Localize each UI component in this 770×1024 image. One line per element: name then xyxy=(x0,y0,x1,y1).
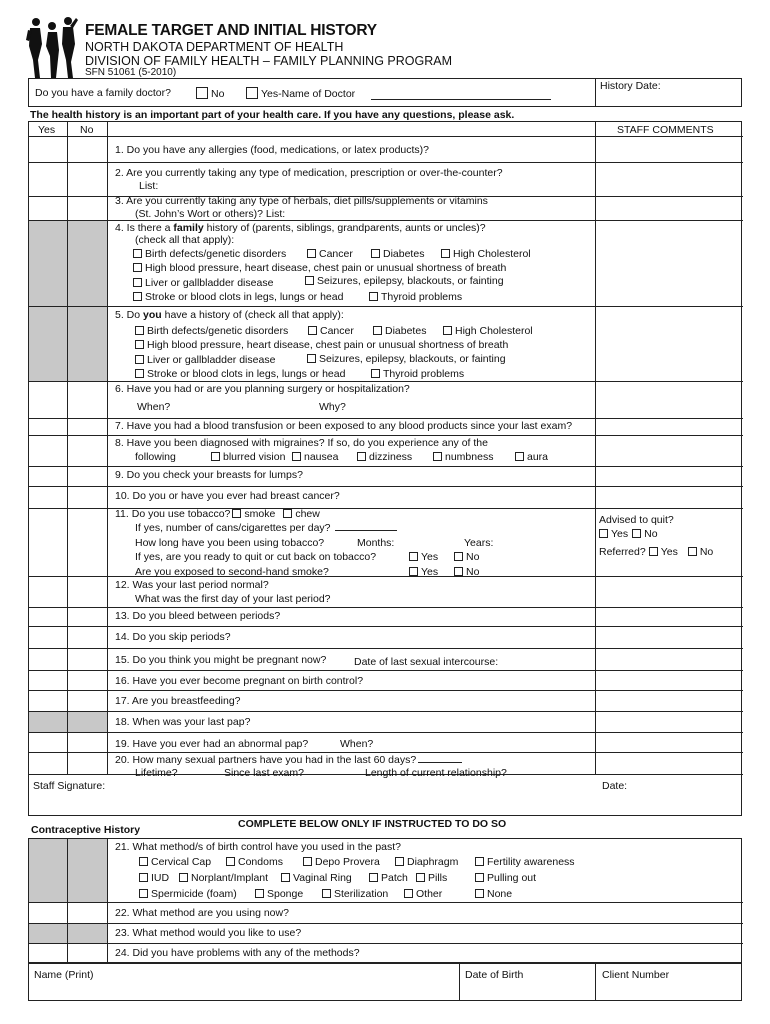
q5-checkbox[interactable] xyxy=(135,340,144,349)
q5-checkbox[interactable] xyxy=(373,326,382,335)
question-20-lifetime: Lifetime? xyxy=(135,767,178,779)
method-checkbox[interactable] xyxy=(416,873,425,882)
method-checkbox[interactable] xyxy=(369,873,378,882)
q5-checkbox[interactable] xyxy=(135,355,144,364)
method-checkbox[interactable] xyxy=(404,889,413,898)
question-13: 13. Do you bleed between periods? xyxy=(115,610,281,622)
method-checkbox[interactable] xyxy=(475,857,484,866)
question-7: 7. Have you had a blood transfusion or been exposed to any blood products since your last exam? xyxy=(115,420,573,432)
secondhand-yes-checkbox[interactable] xyxy=(409,567,418,576)
method-checkbox[interactable] xyxy=(139,873,148,882)
doctor-name-field[interactable] xyxy=(371,99,551,100)
yes-column-header: Yes xyxy=(38,124,56,136)
quit-yes-checkbox[interactable] xyxy=(409,552,418,561)
referred-label: Referred? xyxy=(599,546,646,558)
q8-checkbox[interactable] xyxy=(211,452,220,461)
question-12: 12. Was your last period normal? xyxy=(115,579,269,591)
date-label: Date: xyxy=(602,780,628,792)
division: DIVISION OF FAMILY HEALTH – FAMILY PLANNING PROGRAM xyxy=(85,54,452,68)
question-14: 14. Do you skip periods? xyxy=(115,631,231,643)
question-19-when: When? xyxy=(340,738,374,750)
q4-checkbox[interactable] xyxy=(441,249,450,258)
q8-checkbox[interactable] xyxy=(433,452,442,461)
q5-checkbox[interactable] xyxy=(308,326,317,335)
q4-checkbox[interactable] xyxy=(133,292,142,301)
q5-checkbox[interactable] xyxy=(371,369,380,378)
question-11-secondhand: Are you exposed to second-hand smoke? xyxy=(135,566,329,578)
health-history-table: Yes No STAFF COMMENTS 1. Do you have any allergies (food, medications, or latex products)? 2. Are you currently taking any type of medication, prescription or over-the-counter? List: 3. Are you currently taking any type of herbals, diet pills/supplements or vitamins (St. John’s Wort or others)? List: 4. Is there a family history of (parents, siblings, grandparents, aunts or uncles)? (check all that apply): Birth defects/genetic disorders Cancer Diabetes High Cholesterol High blood pressure, heart disease, chest pain or unusual shortness of breath Liver or gallbladder disease Seizures, epilepsy, blackouts, or fainting Stroke or blood clots in legs, lungs or head Thyroid problems 5. Do you have a history of (check all that apply): Birth defects/genetic disorders Cancer Diabetes High Cholesterol High blood pressure, heart disease, chest pain or unusual shortness of breath Liver or gallbladder disease Seizures, epilepsy, blackouts, or fainting Stroke or blood clots in legs, lungs or head Thyroid problems 6. Have you had or are you planning surgery or hospitalization? When? Why? 7. Have you had a blood transfusion or been exposed to any blood products since your last exam? 8. Have you been diagnosed with migraines? If so, do you experience any of the following blurred vision nausea dizziness numbness aura 9. Do you check your breasts for lumps? 10. Do you or have you ever had breast cancer? 11. Do you use tobacco? smoke chew If yes, number of cans/cigarettes per day? How long have you been using tobacco? Months: Years: If yes, are you ready to quit or cut back on tobacco? Yes No Are you exposed to second-hand smoke? Yes No Advised to quit? Yes No Referred? Yes No 12. Was your last period normal? What was the first day of your last period? 13. Do you bleed between periods? 14. Do you skip periods? 15. Do you think you might be pregnant now? Date of last sexual intercourse: 16. Have you ever become pregnant on birth control? 17. Are you breastfeeding? 18. When was your last pap? 19. Have you ever had an abnormal pap? When? 20. How many sexual partners have you had in the last 60 days? Lifetime? Since last exam? Length of current relationship? Staff Signature: Date: xyxy=(28,121,742,816)
family-doctor-question: Do you have a family doctor? xyxy=(35,87,171,99)
contraceptive-history-title: Contraceptive History xyxy=(31,824,141,836)
advised-yes-checkbox[interactable] xyxy=(599,529,608,538)
method-checkbox[interactable] xyxy=(475,873,484,882)
q4-checkbox[interactable] xyxy=(305,276,314,285)
no-doctor-checkbox[interactable] xyxy=(196,87,208,99)
q4-checkbox[interactable] xyxy=(133,263,142,272)
q8-checkbox[interactable] xyxy=(357,452,366,461)
question-15-date: Date of last sexual intercourse: xyxy=(354,656,499,668)
question-9: 9. Do you check your breasts for lumps? xyxy=(115,469,303,481)
method-checkbox[interactable] xyxy=(179,873,188,882)
method-checkbox[interactable] xyxy=(139,857,148,866)
form-number: SFN 51061 (5-2010) xyxy=(85,67,177,78)
q5-checkbox[interactable] xyxy=(135,369,144,378)
question-11-duration: How long have you been using tobacco? xyxy=(135,537,325,549)
staff-comments-header: STAFF COMMENTS xyxy=(617,124,714,136)
question-6-when: When? xyxy=(137,401,171,413)
complete-below-heading: COMPLETE BELOW ONLY IF INSTRUCTED TO DO SO xyxy=(238,818,507,830)
months-label: Months: xyxy=(357,537,395,549)
question-4-sub: (check all that apply): xyxy=(135,234,235,246)
method-checkbox[interactable] xyxy=(303,857,312,866)
q8-checkbox[interactable] xyxy=(292,452,301,461)
smoke-checkbox[interactable] xyxy=(232,509,241,518)
advised-no-checkbox[interactable] xyxy=(632,529,641,538)
secondhand-no-checkbox[interactable] xyxy=(454,567,463,576)
date-of-birth-label: Date of Birth xyxy=(465,969,524,981)
intro-text: The health history is an important part of your health care. If you have any questions, please ask. xyxy=(30,109,515,121)
question-15: 15. Do you think you might be pregnant now? xyxy=(115,654,327,666)
history-date-label: History Date: xyxy=(600,80,661,92)
question-19: 19. Have you ever had an abnormal pap? xyxy=(115,738,309,750)
question-17: 17. Are you breastfeeding? xyxy=(115,695,241,707)
question-2: 2. Are you currently taking any type of medication, prescription or over-the-counter? xyxy=(115,167,503,179)
method-checkbox[interactable] xyxy=(395,857,404,866)
question-20-relationship: Length of current relationship? xyxy=(365,767,507,779)
yes-doctor-checkbox[interactable] xyxy=(246,87,258,99)
form-title: FEMALE TARGET AND INITIAL HISTORY xyxy=(85,22,377,39)
advised-to-quit: Advised to quit? xyxy=(599,514,674,526)
question-11-count: If yes, number of cans/cigarettes per day? xyxy=(135,521,397,535)
no-label: No xyxy=(211,88,225,100)
contraceptive-table: 21. What method/s of birth control have you used in the past? Cervical Cap Condoms Depo Provera Diaphragm Fertility awareness IUD Norplant/Implant Vaginal Ring Patch Pills Pulling out Spermicide (foam) Sponge Sterilization Other None 22. What method are you using now? 23. What method would you like to use? 24. Did you have problems with any of the methods? xyxy=(28,838,742,963)
patient-info-row xyxy=(28,963,742,1001)
question-11-quit: If yes, are you ready to quit or cut back on tobacco? xyxy=(135,551,377,563)
years-label: Years: xyxy=(464,537,494,549)
method-checkbox[interactable] xyxy=(281,873,290,882)
q4-checkbox[interactable] xyxy=(133,249,142,258)
question-3: 3. Are you currently taking any type of herbals, diet pills/supplements or vitamins xyxy=(115,195,488,207)
referred-no-checkbox[interactable] xyxy=(688,547,697,556)
question-6: 6. Have you had or are you planning surgery or hospitalization? xyxy=(115,383,410,395)
family-doctor-box xyxy=(28,78,742,107)
question-24: 24. Did you have problems with any of the methods? xyxy=(115,947,360,959)
q8-checkbox[interactable] xyxy=(515,452,524,461)
question-11: 11. Do you use tobacco? smoke chew xyxy=(115,508,320,520)
q5-checkbox[interactable] xyxy=(307,354,316,363)
q4-checkbox[interactable] xyxy=(369,292,378,301)
shaded-cell xyxy=(29,307,107,381)
question-12-first-day: What was the first day of your last period? xyxy=(135,593,331,605)
ndoh-logo xyxy=(26,16,78,80)
quit-no-checkbox[interactable] xyxy=(454,552,463,561)
shaded-cell xyxy=(29,711,107,732)
q5-checkbox[interactable] xyxy=(135,326,144,335)
question-8: 8. Have you been diagnosed with migraines? If so, do you experience any of the xyxy=(115,437,488,449)
method-checkbox[interactable] xyxy=(475,889,484,898)
department: NORTH DAKOTA DEPARTMENT OF HEALTH xyxy=(85,40,344,54)
client-number-label: Client Number xyxy=(602,969,670,981)
q4-checkbox[interactable] xyxy=(371,249,380,258)
yes-label: Yes-Name of Doctor xyxy=(261,88,356,100)
question-18: 18. When was your last pap? xyxy=(115,716,251,728)
question-20: 20. How many sexual partners have you had in the last 60 days? xyxy=(115,753,462,767)
question-20-since: Since last exam? xyxy=(224,767,304,779)
method-checkbox[interactable] xyxy=(226,857,235,866)
shaded-cell xyxy=(29,220,107,306)
q5-checkbox[interactable] xyxy=(443,326,452,335)
question-6-why: Why? xyxy=(319,401,346,413)
method-checkbox[interactable] xyxy=(255,889,264,898)
referred-yes-checkbox[interactable] xyxy=(649,547,658,556)
question-22: 22. What method are you using now? xyxy=(115,907,289,919)
question-2-list: List: xyxy=(139,180,159,192)
question-23: 23. What method would you like to use? xyxy=(115,927,302,939)
chew-checkbox[interactable] xyxy=(283,509,292,518)
question-4: 4. Is there a family history of (parents, siblings, grandparents, aunts or uncles)? xyxy=(115,222,486,234)
method-checkbox[interactable] xyxy=(322,889,331,898)
question-16: 16. Have you ever become pregnant on birth control? xyxy=(115,675,364,687)
question-3-list: (St. John’s Wort or others)? List: xyxy=(135,208,286,220)
question-21: 21. What method/s of birth control have you used in the past? xyxy=(115,841,402,853)
question-1: 1. Do you have any allergies (food, medications, or latex products)? xyxy=(115,144,430,156)
no-column-header: No xyxy=(80,124,94,136)
method-checkbox[interactable] xyxy=(139,889,148,898)
q4-checkbox[interactable] xyxy=(307,249,316,258)
name-print-label: Name (Print) xyxy=(34,969,94,981)
q4-checkbox[interactable] xyxy=(133,278,142,287)
staff-signature-label: Staff Signature: xyxy=(33,780,106,792)
question-10: 10. Do you or have you ever had breast cancer? xyxy=(115,490,340,502)
question-8-following: following xyxy=(135,451,176,463)
question-5: 5. Do you have a history of (check all that apply): xyxy=(115,309,344,321)
